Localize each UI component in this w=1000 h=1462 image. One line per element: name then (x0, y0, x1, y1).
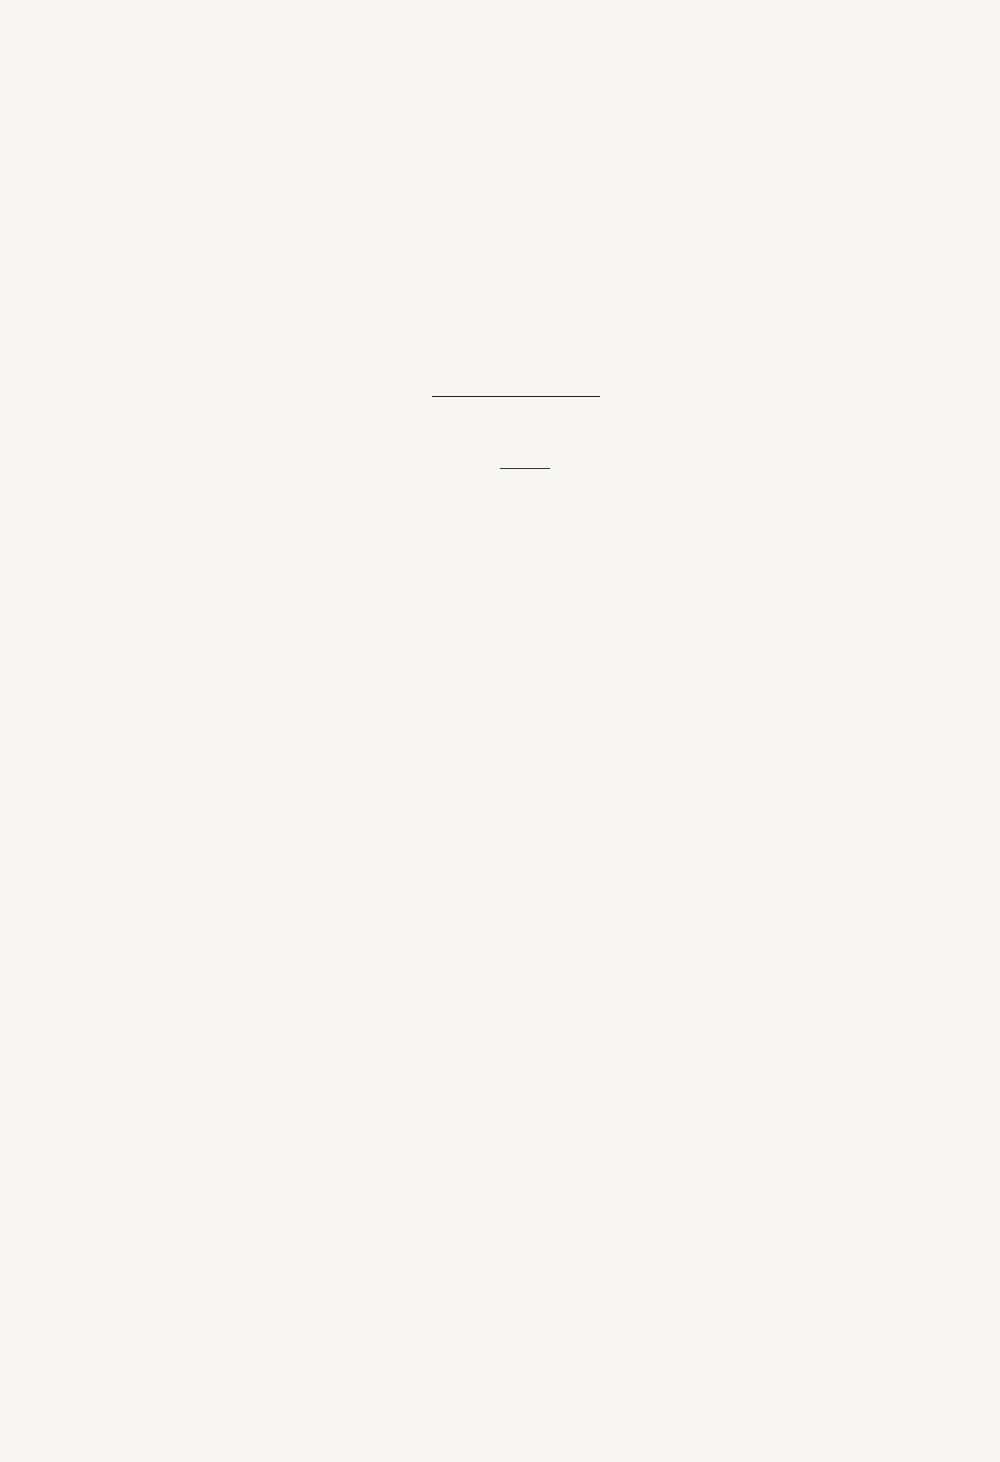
section-divider (432, 396, 600, 397)
heading-underline (500, 468, 550, 469)
